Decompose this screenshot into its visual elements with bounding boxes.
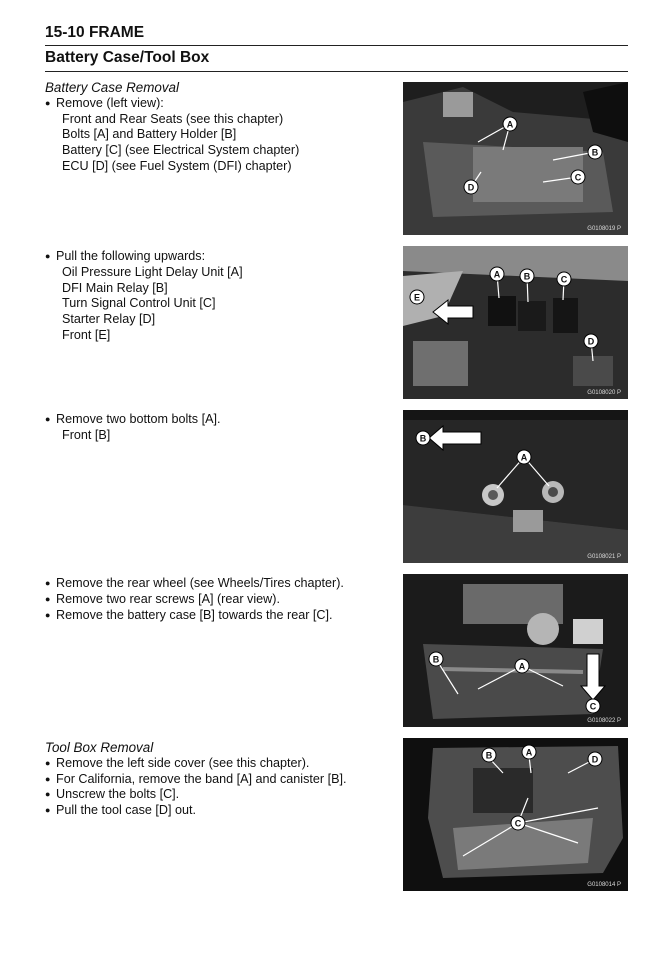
svg-text:C: C (560, 274, 568, 285)
svg-text:A: A (493, 269, 501, 280)
step-detail: Front and Rear Seats (see this chapter) (62, 111, 284, 126)
step-bullet: ● Remove two rear screws [A] (rear view). (45, 592, 395, 608)
subsection-title: Tool Box Removal (45, 740, 154, 755)
svg-text:C: C (589, 701, 597, 712)
photo-code: G0108014 P (587, 882, 621, 888)
step-detail: Battery [C] (see Electrical System chapter) (62, 143, 300, 158)
step-detail: ECU [D] (see Fuel System (DFI) chapter) (62, 158, 292, 173)
svg-text:B: B (523, 271, 531, 282)
callout-d (584, 334, 598, 348)
callout-a (517, 450, 531, 464)
svg-text:D: D (587, 336, 595, 347)
step-bullet: ● Remove the rear wheel (see Wheels/Tires chapter). (45, 576, 395, 592)
svg-text:D: D (467, 182, 475, 193)
svg-text:B: B (591, 147, 599, 158)
tool-box-removal-steps (45, 740, 395, 819)
step-bullet: ● For California, remove the band [A] and canister [B]. (45, 772, 395, 788)
callout-a (490, 267, 504, 281)
step-bullet: ● Pull the tool case [D] out. (45, 803, 395, 819)
svg-text:D: D (591, 754, 599, 765)
svg-text:C: C (574, 172, 582, 183)
callout-b (520, 269, 534, 283)
rear-removal-steps (45, 576, 395, 623)
step-bullet: ● Remove the left side cover (see this chapter). (45, 756, 395, 772)
callout-c (571, 170, 585, 184)
photo-code: G0108020 P (587, 390, 621, 396)
step-detail: Front [B] (62, 427, 111, 442)
step-detail: Bolts [A] and Battery Holder [B] (62, 127, 237, 142)
callout-b (416, 431, 430, 445)
photo-tool-box (403, 738, 628, 891)
callout-e (410, 290, 424, 304)
pull-upwards-steps (45, 249, 395, 344)
step-bullet: ● Remove (left view): (45, 96, 395, 112)
step-detail: Starter Relay [D] (62, 312, 156, 327)
svg-text:A: A (525, 747, 533, 758)
svg-text:A: A (520, 452, 528, 463)
svg-text:B: B (485, 750, 493, 761)
photo-relays (403, 246, 628, 399)
callout-a (522, 745, 536, 759)
header-divider (45, 45, 628, 46)
step-bullet: ● Remove two bottom bolts [A]. (45, 412, 395, 428)
svg-text:A: A (518, 661, 526, 672)
callout-a (503, 117, 517, 131)
callout-d (464, 180, 478, 194)
callout-c (586, 699, 600, 713)
subsection-title: Battery Case Removal (45, 80, 179, 95)
callout-c (557, 272, 571, 286)
svg-text:C: C (514, 818, 522, 829)
step-detail: Front [E] (62, 327, 111, 342)
callout-b (482, 748, 496, 762)
step-detail: Oil Pressure Light Delay Unit [A] (62, 264, 243, 279)
callout-c (511, 816, 525, 830)
photo-bottom-bolts (403, 410, 628, 563)
step-bullet: ● Pull the following upwards: (45, 249, 395, 265)
battery-case-removal-steps (45, 80, 395, 175)
photo-code: G0108019 P (587, 226, 621, 232)
callout-b (588, 145, 602, 159)
svg-text:B: B (419, 433, 427, 444)
section-title: Battery Case/Tool Box (45, 49, 210, 66)
svg-text:E: E (413, 292, 421, 303)
step-detail: Turn Signal Control Unit [C] (62, 296, 216, 311)
photo-code: G0108022 P (587, 718, 621, 724)
step-bullet: ● Unscrew the bolts [C]. (45, 787, 395, 803)
callout-d (588, 752, 602, 766)
callout-a (515, 659, 529, 673)
step-detail: DFI Main Relay [B] (62, 280, 168, 295)
photo-rear-view (403, 574, 628, 727)
page-header: 15-10 FRAME (45, 24, 145, 41)
bottom-bolts-steps (45, 412, 395, 444)
svg-text:A: A (506, 119, 514, 130)
section-divider (45, 71, 628, 72)
photo-battery-area (403, 82, 628, 235)
photo-code: G0108021 P (587, 554, 621, 560)
svg-text:B: B (432, 654, 440, 665)
step-bullet: ● Remove the battery case [B] towards the rear [C]. (45, 608, 395, 624)
callout-b (429, 652, 443, 666)
